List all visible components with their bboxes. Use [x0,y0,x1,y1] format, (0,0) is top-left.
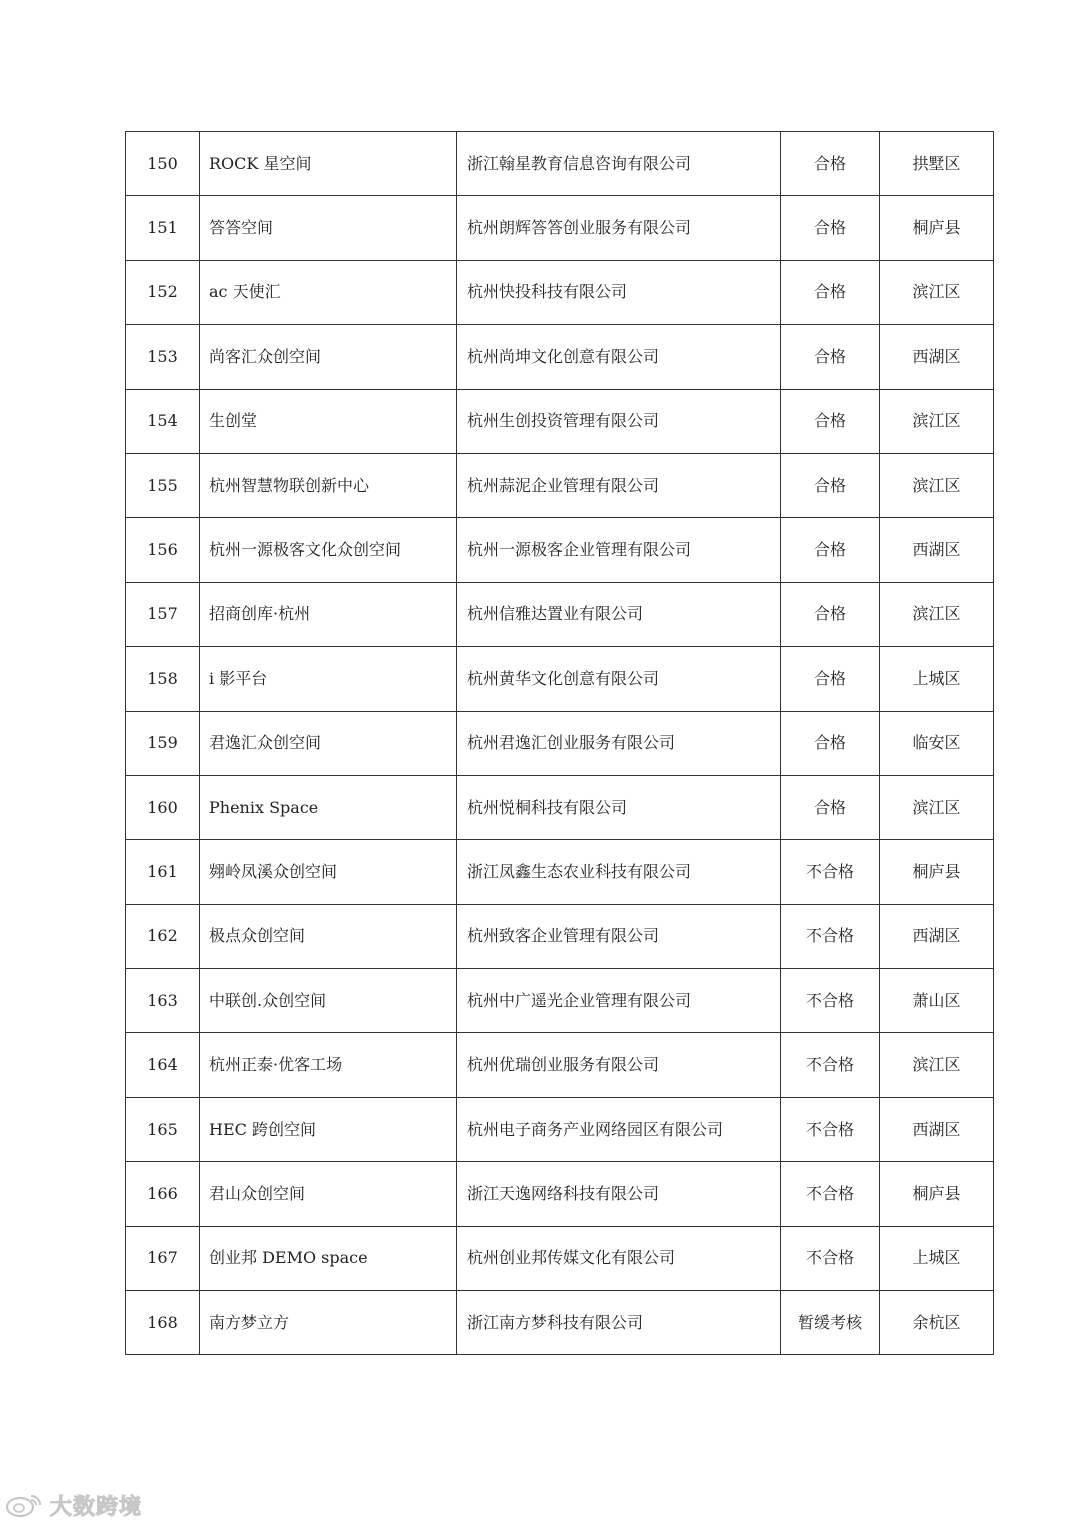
cell-number: 159 [126,711,200,775]
cell-space-name: HEC 跨创空间 [200,1097,457,1161]
cell-company: 浙江凤鑫生态农业科技有限公司 [457,840,781,904]
cell-number: 156 [126,518,200,582]
cell-space-name: 南方梦立方 [200,1291,457,1355]
cell-space-name: Phenix Space [200,775,457,839]
cell-number: 162 [126,904,200,968]
watermark-text: 大数跨境 [50,1494,143,1520]
cell-result: 不合格 [781,1097,880,1161]
cell-result: 不合格 [781,904,880,968]
cell-district: 余杭区 [880,1291,994,1355]
cell-district: 桐庐县 [880,840,994,904]
cell-company: 杭州黄华文化创意有限公司 [457,647,781,711]
watermark [4,1490,142,1520]
cell-company: 杭州朗辉答答创业服务有限公司 [457,196,781,260]
cell-company: 杭州快投科技有限公司 [457,260,781,324]
cell-space-name: 杭州一源极客文化众创空间 [200,518,457,582]
table-row [126,904,994,968]
cell-company: 杭州电子商务产业网络园区有限公司 [457,1097,781,1161]
table-row [126,260,994,324]
cell-number: 160 [126,775,200,839]
cell-space-name: ac 天使汇 [200,260,457,324]
cell-number: 152 [126,260,200,324]
cell-district: 拱墅区 [880,132,994,196]
cell-district: 桐庐县 [880,1162,994,1226]
table-row [126,1033,994,1097]
cell-district: 西湖区 [880,518,994,582]
cell-result: 合格 [781,196,880,260]
cell-result: 合格 [781,260,880,324]
cell-space-name: 创业邦 DEMO space [200,1226,457,1290]
cell-number: 164 [126,1033,200,1097]
cell-company: 杭州致客企业管理有限公司 [457,904,781,968]
table-row [126,132,994,196]
cell-number: 157 [126,582,200,646]
cell-space-name: i 影平台 [200,647,457,711]
cell-space-name: 生创堂 [200,389,457,453]
cell-space-name: 极点众创空间 [200,904,457,968]
cell-result: 合格 [781,647,880,711]
cell-result: 合格 [781,132,880,196]
cell-number: 153 [126,325,200,389]
cell-district: 西湖区 [880,904,994,968]
cell-district: 滨江区 [880,260,994,324]
cell-district: 桐庐县 [880,196,994,260]
cell-space-name: 杭州正泰·优客工场 [200,1033,457,1097]
cell-number: 154 [126,389,200,453]
cell-space-name: 招商创库·杭州 [200,582,457,646]
table-row [126,1291,994,1355]
cell-district: 滨江区 [880,389,994,453]
table-row [126,775,994,839]
table-row [126,389,994,453]
cell-company: 杭州一源极客企业管理有限公司 [457,518,781,582]
cell-number: 158 [126,647,200,711]
cell-company: 杭州生创投资管理有限公司 [457,389,781,453]
cell-number: 165 [126,1097,200,1161]
table-row [126,647,994,711]
cell-district: 上城区 [880,1226,994,1290]
cell-district: 滨江区 [880,775,994,839]
cell-result: 合格 [781,389,880,453]
cell-company: 杭州中广遥光企业管理有限公司 [457,969,781,1033]
cell-result: 合格 [781,711,880,775]
cell-district: 滨江区 [880,453,994,517]
cell-company: 杭州信雅达置业有限公司 [457,582,781,646]
cell-district: 萧山区 [880,969,994,1033]
cell-number: 167 [126,1226,200,1290]
cell-result: 合格 [781,325,880,389]
cell-district: 西湖区 [880,325,994,389]
cell-district: 临安区 [880,711,994,775]
table-body [126,132,994,1355]
cell-number: 168 [126,1291,200,1355]
cell-district: 上城区 [880,647,994,711]
cell-number: 161 [126,840,200,904]
cell-space-name: 翙岭凤溪众创空间 [200,840,457,904]
cell-company: 杭州优瑞创业服务有限公司 [457,1033,781,1097]
cell-number: 163 [126,969,200,1033]
table-row [126,325,994,389]
cell-space-name: 君逸汇众创空间 [200,711,457,775]
table-row [126,1226,994,1290]
cell-result: 合格 [781,582,880,646]
cell-space-name: 答答空间 [200,196,457,260]
table-row [126,196,994,260]
cell-number: 155 [126,453,200,517]
table-row [126,1162,994,1226]
cell-district: 滨江区 [880,582,994,646]
cell-company: 杭州君逸汇创业服务有限公司 [457,711,781,775]
cell-space-name: ROCK 星空间 [200,132,457,196]
cell-company: 浙江翰星教育信息咨询有限公司 [457,132,781,196]
cell-result: 不合格 [781,1033,880,1097]
cell-company: 杭州创业邦传媒文化有限公司 [457,1226,781,1290]
cell-space-name: 君山众创空间 [200,1162,457,1226]
cell-district: 西湖区 [880,1097,994,1161]
cell-result: 不合格 [781,840,880,904]
cell-result: 暂缓考核 [781,1291,880,1355]
cell-space-name: 杭州智慧物联创新中心 [200,453,457,517]
cell-result: 不合格 [781,969,880,1033]
cell-result: 不合格 [781,1162,880,1226]
table-row [126,1097,994,1161]
table-row [126,453,994,517]
cell-company: 杭州蒜泥企业管理有限公司 [457,453,781,517]
cell-result: 不合格 [781,1226,880,1290]
results-table [125,131,994,1355]
cell-district: 滨江区 [880,1033,994,1097]
cell-number: 151 [126,196,200,260]
cell-number: 166 [126,1162,200,1226]
cell-space-name: 尚客汇众创空间 [200,325,457,389]
weibo-logo-icon [4,1492,44,1518]
cell-company: 浙江南方梦科技有限公司 [457,1291,781,1355]
table-row [126,518,994,582]
cell-company: 浙江天逸网络科技有限公司 [457,1162,781,1226]
cell-company: 杭州尚坤文化创意有限公司 [457,325,781,389]
cell-result: 合格 [781,518,880,582]
table-row [126,969,994,1033]
cell-number: 150 [126,132,200,196]
cell-result: 合格 [781,453,880,517]
table-row [126,711,994,775]
cell-result: 合格 [781,775,880,839]
cell-company: 杭州悦桐科技有限公司 [457,775,781,839]
table-row [126,582,994,646]
table-row [126,840,994,904]
cell-space-name: 中联创.众创空间 [200,969,457,1033]
